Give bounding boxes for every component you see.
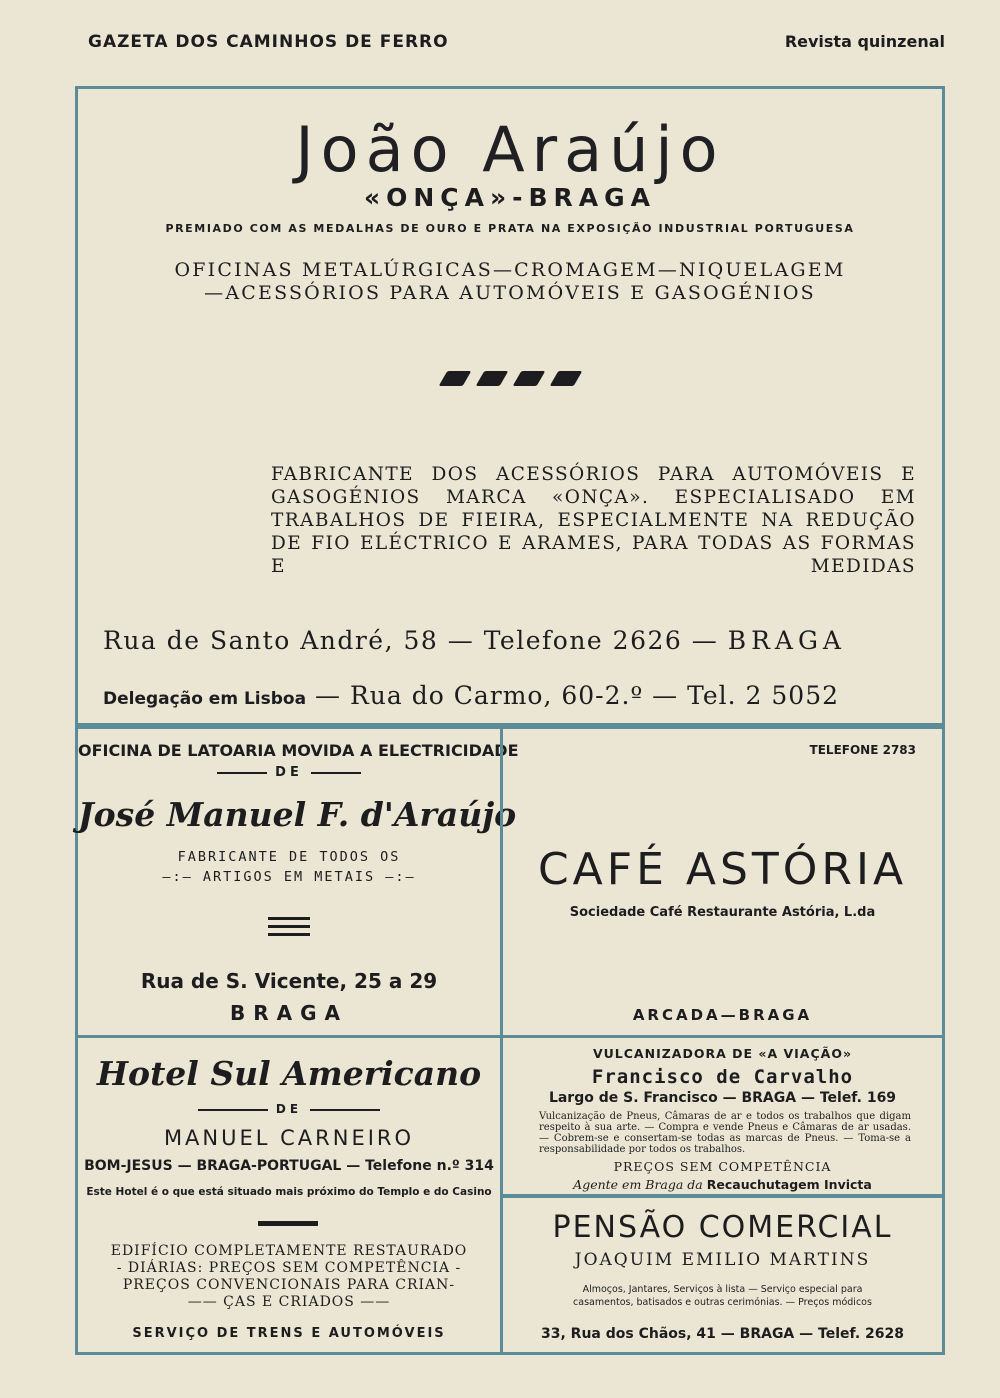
ad-hotel-sul-americano <box>75 1035 503 1355</box>
ad-hotel-name: Hotel Sul Americano <box>96 1054 482 1093</box>
brand-marks-icon <box>443 371 591 390</box>
ad-vulc-agent <box>503 1177 942 1192</box>
ad-vulc-name: Francisco de Carvalho <box>591 1066 854 1088</box>
ad-main-name: João Araújo <box>295 113 725 186</box>
ad-hotel-service: SERVIÇO DE TRENS E AUTOMÓVEIS <box>132 1326 446 1341</box>
ad-hotel-de <box>78 1102 500 1116</box>
journal-subtitle: Revista quinzenal <box>784 32 945 51</box>
ad-vulc-prices: PREÇOS SEM COMPETÊNCIA <box>613 1159 832 1174</box>
ad-cafe-location: ARCADA—BRAGA <box>632 1006 813 1024</box>
ad-vulc-location: Largo de S. Francisco — BRAGA — Telef. 169 <box>548 1090 897 1106</box>
ad-hotel-line3: PREÇOS CONVENCIONAIS PARA CRIAN- <box>122 1277 456 1293</box>
ad-hotel-line1: EDIFÍCIO COMPLETAMENTE RESTAURADO <box>110 1243 468 1259</box>
ad-hotel-line2: - DIÁRIAS: PREÇOS SEM COMPETÊNCIA - <box>116 1260 462 1276</box>
ad-vulc-description: Vulcanização de Pneus, Câmaras de ar e todos os trabalhos que digam respeito à sua arte. — Compra e vende Pneus e Câmaras de ar usadas. — Cobrem-se e consertam-se todas as marcas de Pneus. — Toma-se a responsabilidade por todos os trabalhos. <box>539 1111 911 1155</box>
ad-hotel-location: BOM-JESUS — BRAGA-PORTUGAL — Telefone n.º 314 <box>84 1158 494 1174</box>
ad-oficina-latoaria <box>75 726 519 1038</box>
journal-title: GAZETA DOS CAMINHOS DE FERRO <box>88 32 449 52</box>
de-label: DE <box>275 1102 303 1116</box>
ad-cafe-society: Sociedade Café Restaurante Astória, L.da <box>569 905 876 920</box>
ad-main-delegation <box>103 681 839 710</box>
ad-pensao-address: 33, Rua dos Chãos, 41 — BRAGA — Telef. 2628 <box>541 1326 904 1342</box>
ad-vulcanizadora <box>500 1035 945 1197</box>
ad-cafe-telephone: TELEFONE 2783 <box>809 743 916 757</box>
ad-main-description: FABRICANTE DOS ACESSÓRIOS PARA AUTOMÓVEIS E GASOGÉNIOS MARCA «ONÇA». ESPECIALISADO EM TRABALHOS DE FIEIRA, ESPECIALMENTE NA REDUÇÃO DE FIO ELÉCTRICO E ARAMES, PARA TODAS AS FORMAS E MEDIDAS <box>271 464 916 577</box>
ad-oficina-name: José Manuel F. d'Araújo <box>78 795 517 834</box>
ad-joao-araujo <box>75 86 945 726</box>
ad-oficina-address: Rua de S. Vicente, 25 a 29 <box>140 969 438 993</box>
ad-pensao-name: PENSÃO COMERCIAL <box>552 1210 893 1245</box>
ad-cafe-astoria <box>500 726 945 1038</box>
delegation-label: Delegação em Lisboa <box>103 689 307 709</box>
ad-hotel-line4: —— ÇAS E CRIADOS —— <box>187 1294 391 1310</box>
ad-pensao-desc-line2: casamentos, batisados e outras cerimónias. — Preços módicos <box>573 1297 872 1308</box>
ad-pensao-description <box>503 1283 942 1309</box>
ad-oficina-city: BRAGA <box>229 1001 349 1025</box>
agent-name: Recauchutagem Invicta <box>706 1177 872 1192</box>
ad-oficina-de <box>78 765 500 780</box>
page-header <box>0 0 1000 80</box>
ornament-rule <box>258 1221 318 1226</box>
ad-oficina-line2: —:— ARTIGOS EM METAIS —:— <box>162 869 416 885</box>
ornament-bars-icon <box>268 917 310 941</box>
ad-pensao-owner: JOAQUIM EMILIO MARTINS <box>574 1250 871 1270</box>
ad-main-services-line2: —ACESSÓRIOS PARA AUTOMÓVEIS E GASOGÉNIOS <box>204 282 816 304</box>
ad-pensao-comercial <box>500 1195 945 1355</box>
ad-main-awards: PREMIADO COM AS MEDALHAS DE OURO E PRATA NA EXPOSIÇÃO INDUSTRIAL PORTUGUESA <box>165 222 855 235</box>
ad-main-city: BRAGA <box>727 626 846 655</box>
ad-main-address-text: Rua de Santo André, 58 — Telefone 2626 — <box>103 626 719 655</box>
ad-hotel-owner: MANUEL CARNEIRO <box>163 1126 415 1150</box>
ad-vulc-title: VULCANIZADORA DE «A VIAÇÃO» <box>592 1046 853 1061</box>
ad-oficina-title: OFICINA DE LATOARIA MOVIDA A ELECTRICIDADE <box>78 741 519 760</box>
ad-oficina-line1: FABRICANTE DE TODOS OS <box>177 849 401 865</box>
ad-main-services-line1: OFICINAS METALÚRGICAS—CROMAGEM—NIQUELAGEM <box>174 259 846 281</box>
agent-prefix: Agente em Braga da <box>573 1177 703 1192</box>
de-label: DE <box>275 765 303 780</box>
ad-pensao-desc-line1: Almoços, Jantares, Serviços à lista — Serviço especial para <box>582 1284 863 1295</box>
ad-hotel-note: Este Hotel é o que está situado mais próximo do Templo e do Casino <box>86 1186 492 1198</box>
ad-cafe-name: CAFÉ ASTÓRIA <box>537 844 908 895</box>
delegation-address: — Rua do Carmo, 60-2.º — Tel. 2 5052 <box>315 681 840 710</box>
ad-main-subtitle: «ONÇA»-BRAGA <box>363 183 657 212</box>
ad-main-address <box>103 626 846 655</box>
